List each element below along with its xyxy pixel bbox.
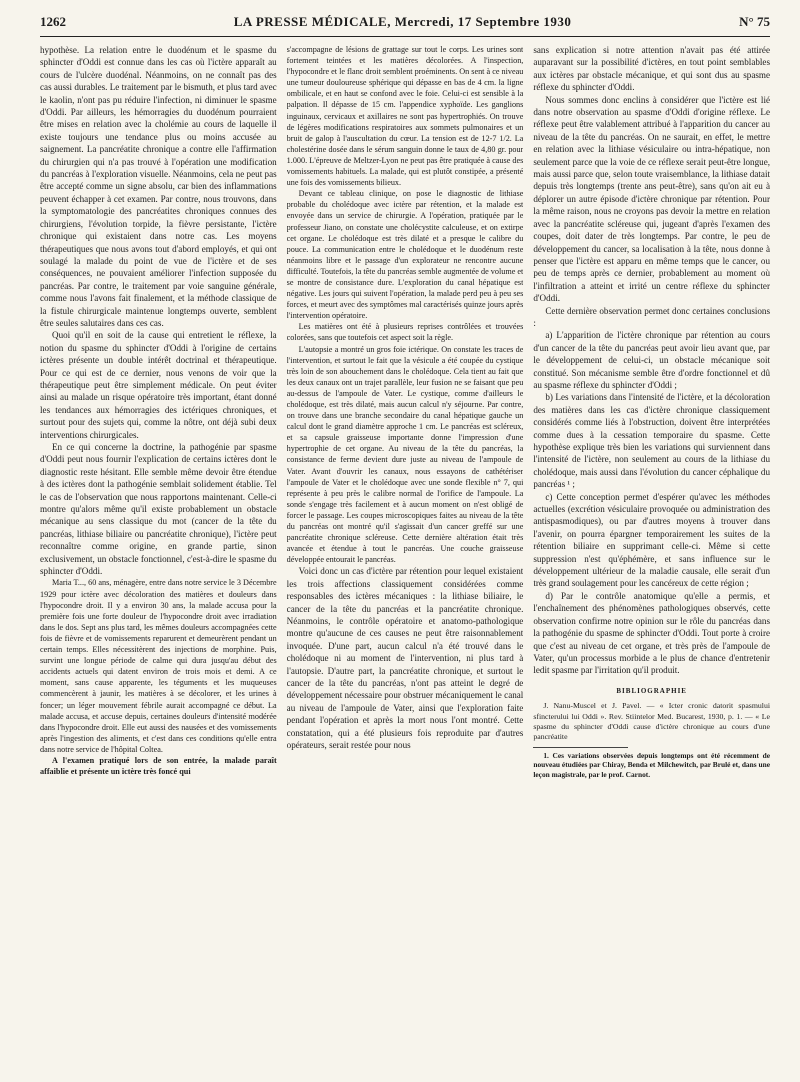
paragraph: hypothèse. La relation entre le duodénum et le spasme du sphincter d'Oddi est connue dans les cas où l'ictère apparaît au cours de l'ulcère duodénal. Néanmoins, on ne connaît pas des cas aussi durables. Le traitement par le bismuth, et plus tard avec le kaolin, n'ont pas pu réduire l'infection, ni diminuer le spasme d'Oddi. Par ailleurs, les hémorragies du duodénum pourraient être mises en relation avec la cholémie au cours de laquelle il existe toujours une tendance plus ou moins accusée au saignement. La pancréatite chronique a contre elle l'affirmation du chirurgien qui n'a pas trouvé à l'opération une modification du pancréas à l'exploration visuelle. Néanmoins, cela ne peut pas être accepté comme un signe absolu, car bien des inflammations peuvent échapper à cet examen. Par contre, nous trouvons, dans la symptomatologie des pancréatites chroniques connues des chirurgiens, l'évolution torpide, la fièvre persistante, l'ictère chronique qui existaient dans notre cas. Les moyens thérapeutiques que nous avons tout d'abord employés, et qui ont soulagé la malade du point de vue de l'ictère et de ses conséquences, ne pouvaient améliorer l'infection supposée du pancréas. Par contre, le traitement par voie sanguine générale, comme nous l'avons fait finalement, et la méthode classique de la fistule chirurgicale maintenue longtemps ouverte, semblent être seules salutaires dans ces cas. xyxy=(40,45,277,328)
article-body xyxy=(40,44,770,1069)
paragraph: sans explication si notre attention n'avait pas été attirée auparavant sur la possibilité d'ictères, en tout point semblables aux ictères par obstacle mécanique, et qui sont dus au spasme réflexe du sphincter d'Oddi. xyxy=(533,45,771,93)
paragraph: s'accompagne de lésions de grattage sur tout le corps. Les urines sont fortement teintées et les matières décolorées. A l'inspection, l'hypocondre et le flanc droit semblent proéminents. On sent à ce niveau une tumeur douloureuse sphérique qui dépasse en bas de 4 cm. la ligne ombilicale, et en haut se confond avec le foie. Celui-ci est sensible à la palpation. Il dépasse de 15 cm. l'appendice xyphoïde. Les ganglions inguinaux, cervicaux et axillaires ne sont pas hypertrophiés. On trouve de légères modifications respiratoires aux sommets pulmonaires et un bruit de galop à l'auscultation du cœur. La tension est de 12-7 1/2. La cholestérine dosée dans le sérum sanguin donne le taux de 4,80 gr. pour 1.000. L'épreuve de Meltzer-Lyon ne peut pas être pratiquée à cause des vomissements habituels. La malade, qui est plutôt constipée, a présenté une fois des vomissements bilieux. xyxy=(286,45,524,188)
paragraph: Cette dernière observation permet donc certaines conclusions : xyxy=(533,305,771,328)
column-left xyxy=(40,44,277,1069)
issue-number: N° 75 xyxy=(739,14,770,29)
paragraph: Devant ce tableau clinique, on pose le diagnostic de lithiase probable du cholédoque avec ictère par rétention, et la malade est envoyée dans un service de chirurgie. A l'opération, pratiquée par le professeur Jiano, on constate une cholécystite calculeuse, et on extirpe cet organe. Le cholédoque est très dilaté et a presque le calibre du pouce. La communication entre le cholédoque et le duodénum reste néanmoins libre et le passage d'un explorateur ne rencontre aucune difficulté. Toutefois, la tête du pancréas semble augmentée de volume et se montre de consistance dure. L'exploration du canal hépatique est négative. Les jours qui suivent l'opération, la malade perd peu à peu ses forces, et meurt avec des symptômes mal caractérisés quinze jours après l'intervention opératoire. xyxy=(286,189,524,321)
running-header xyxy=(40,14,770,37)
paragraph: b) Les variations dans l'intensité de l'ictère, et la décoloration des matières dans les cas d'ictère chronique classiquement considérés comme liés à l'obstruction, doivent être interprétées comme dues à la cessation temporaire du spasme. Cette hypothèse explique très bien les variations qui surviennent dans l'intensité de l'ictère, non seulement au cours de la lithiase du cholédoque, mais aussi dans l'évolution du cancer céphalique du pancréas ¹ ; xyxy=(533,392,771,490)
paragraph: d) Par le contrôle anatomique qu'elle a permis, et l'enchaînement des phénomènes pathologiques observés, cette observation confirme notre opinion sur le rôle du pancréas dans la pathogénie du spasme de sphincter d'Oddi. Tout porte à croire que c'est au niveau de cet organe, et très près de l'ampoule de Vater, qu'un processus morbide a le plus de chance d'entretenir ledit spasme par l'irritation qu'il produit. xyxy=(533,590,771,676)
paragraph: Les matières ont été à plusieurs reprises contrôlées et trouvées colorées, sans que toutefois cet aspect soit la règle. xyxy=(286,322,524,343)
footnote: 1. Ces variations observées depuis longtemps ont été récemment de nouveau étudiées par Chiray, Benda et Milchewitch, par Brulé et, dans une leçon magistrale, par le prof. Carnot. xyxy=(533,750,771,779)
journal-title: LA PRESSE MÉDICALE, Mercredi, 17 Septembre 1930 xyxy=(233,14,572,29)
paragraph: Voici donc un cas d'ictère par rétention pour lequel existaient les trois affections classiquement considérées comme responsables des ictères mécaniques : la lithiase biliaire, le cancer de la tête du pancréas et la pancréatite chronique. Néanmoins, le contrôle opératoire et anatomo-pathologique montre qu'aucune de ces causes ne peut être raisonnablement invoquée. D'une part, aucun calcul n'a été trouvé dans le cholédoque ni au moment de l'intervention, ni plus tard à l'autopsie. D'autre part, la pancréatite chronique, et surtout le cancer de la tête du pancréas, n'ont pas atteint le degré de développement nécessaire pour obstruer mécaniquement le canal au niveau de l'ampoule de Vater, ainsi que l'exploration faite pendant l'opération et après la mort nous l'ont montré. Cette constatation, qui a été plusieurs fois reproduite par d'autres opérateurs, serait restée pour nous xyxy=(286,566,524,751)
paragraph: a) L'apparition de l'ictère chronique par rétention au cours d'un cancer de la tête du pancréas peut avoir lieu avant que, par le développement de celui-ci, un obstacle mécanique soit constitué. Son mécanisme semble être d'ordre fonctionnel et dû au spasme réflexe du sphincter d'Oddi ; xyxy=(533,330,771,390)
paragraph: L'autopsie a montré un gros foie ictérique. On constate les traces de l'intervention, et surtout le fait que la vésicule a été coupée du cystique très loin de son abouchement dans le cholédoque. Cela tient au fait que les deux canaux ont un trajet parallèle, leur fusion ne se faisant que peu au-dessus de l'ampoule de Vater. Le cystique, comme d'ailleurs le cholédoque, est très dilaté, mais aucun calcul n'y séjourne. Par contre, on trouve dans une branche secondaire du canal hépatique gauche un calcul dont le grand diamètre approche 1 cm. Le pancréas est scléreux, et sa capsule graisseuse importante donne l'impression d'une hypertrophie de cet organe. Au niveau de la tête du pancréas, la consistance de ferme devient dure juste au niveau de l'ampoule de Vater. Avant d'ouvrir les canaux, nous essayons de cathétériser l'ampoule de Vater et le cholédoque avec une sonde flexible n° 7, qui représente à peu près le calibre normal de l'orifice de l'ampoule. La sonde s'engage très facilement et à aucun moment on n'est obligé de forcer le passage. Les coupes microscopiques faites au niveau de la tête du pancréas ont montré qu'il s'agissait d'un cancer greffé sur une pancréatite chronique scléreuse. Cette dernière altération était très avancée et étendue à tout le pancréas. Une couche graisseuse développée entourait le pancréas. xyxy=(286,344,524,565)
paragraph: c) Cette conception permet d'espérer qu'avec les méthodes actuelles (excrétion vésiculaire provoquée ou administration des antispasmodiques), ou par d'autres moyens à trouver dans l'avenir, on pourra épargner temporairement les suites de la rétention biliaire en supprimant celle-ci. Même si cette suppression n'est qu'éphémère, et sans influence sur le développement ultérieur de la maladie causale, elle serait d'un très grand soulagement pour les cancéreux de cette région ; xyxy=(533,491,771,589)
paragraph: Nous sommes donc enclins à considérer que l'ictère est lié dans notre observation au spasme d'Oddi d'origine réflexe. Le réflexe peut être valablement attribué à l'apparition du cancer au niveau de la tête du pancréas. On ne saurait, en effet, le mettre en relation avec la lithiase vésiculaire ou intra-hépatique, non seulement parce que la voie de ce réflexe serait peut-être longue, mais aussi parce que, selon toute vraisemblance, la lithiase datait depuis très longtemps (trente ans peut-être), sans qu'on ait eu à déplorer un autre épisode d'ictère chronique par rétention. Pour la même raison, nous ne croyons pas devoir la mettre en relation avec la pancréatite scléreuse qui, jugeant d'après l'examen des coupes, doit dater de très longtemps. Par contre, le peu de développement du cancer, sa localisation à la tête, nous donne à penser que l'ictère est apparu en même temps que le cancer, ou peu de temps après ce dernier, probablement au moment où l'infiltration a atteint et irrité un centre réflexe du sphincter d'Oddi. xyxy=(533,94,771,304)
paragraph: En ce qui concerne la doctrine, la pathogénie par spasme d'Oddi peut nous fournir l'explication de certains ictères dont le diagnostic reste hésitant. Elle semble même devoir être étendue à des ictères dont la pathogénie semblait solidement établie. Tel le cas de l'observation que nous rapportons maintenant. Celle-ci montre qu'alors même qu'il existe probablement un obstacle mécanique au sens classique du mot (cancer de la tête du pancréas, lithiase biliaire ou pancréatite chronique), l'ictère peut reconnaître comme origine, en grande partie, sinon exclusivement, un obstacle fonctionnel, c'est-à-dire le spasme du sphincter d'Oddi. xyxy=(40,442,277,577)
paragraph: Quoi qu'il en soit de la cause qui entretient le réflexe, la notion du spasme du sphincter d'Oddi à l'origine de certains ictères présente un double intérêt doctrinal et thérapeutique. Pour ce qui est de ce dernier, nous venons de voir que la thérapeutique peut être simplement médicale. On peut éviter ainsi au malade un risque opératoire très important, étant donné les tendances aux hémorragies des ictériques chroniques, et surtout pour des sujets qui, comme la nôtre, ont déjà subi deux interventions chirurgicales. xyxy=(40,330,277,440)
bibliography-heading: BIBLIOGRAPHIE xyxy=(616,686,687,695)
paragraph: Maria T..., 60 ans, ménagère, entre dans notre service le 3 Décembre 1929 pour ictère avec décoloration des matières et douleurs dans l'hypocondre droit. Il y a environ 30 ans, la malade accusa pour la première fois une forte douleur de l'hypocondre droit avec irradiation dans le dos. Sept ans plus tard, les mêmes douleurs accompagnées cette fois de fièvre et de vomissements reparurent et demeurèrent pendant un certain temps. Elles nécessitèrent des injections de morphine. Puis, survint une longue période de calme qui dura jusqu'au début des accidents actuels qui datent environ de trois mois et demi. A ce moment, sans cause apparente, les téguments et les muqueuses commencèrent à jaunir, les matières à se décolorer, et les urines à foncer; un léger mouvement fébrile aurait accompagné ce début. La malade accusa, et accuse depuis, certaines douleurs d'intensité modérée dans l'hypocondre droit. Elle eut aussi des nausées et des vomissements après l'ingestion des aliments, et c'est dans ces conditions qu'elle entra dans notre service de l'hôpital Coltea. xyxy=(40,578,277,754)
paragraph: A l'examen pratiqué lors de son entrée, la malade paraît affaiblie et présente un ictère très foncé qui xyxy=(40,755,277,777)
footnote-rule xyxy=(533,747,628,748)
page-number: 1262 xyxy=(40,14,66,29)
column-middle xyxy=(287,44,524,1069)
bibliography-entry: J. Nanu-Muscel et J. Pavel. — « Icter cronic datorit spasmului sfincterului lui Oddi ». Rev. Stiintelor Med. Bucarest, 1930, p. 1. — « Le spasme du sphincter d'Oddi cause d'ictère chronique au cours d'une pancréatite xyxy=(533,701,771,742)
column-right xyxy=(533,44,770,1069)
column-right-body xyxy=(533,44,770,677)
